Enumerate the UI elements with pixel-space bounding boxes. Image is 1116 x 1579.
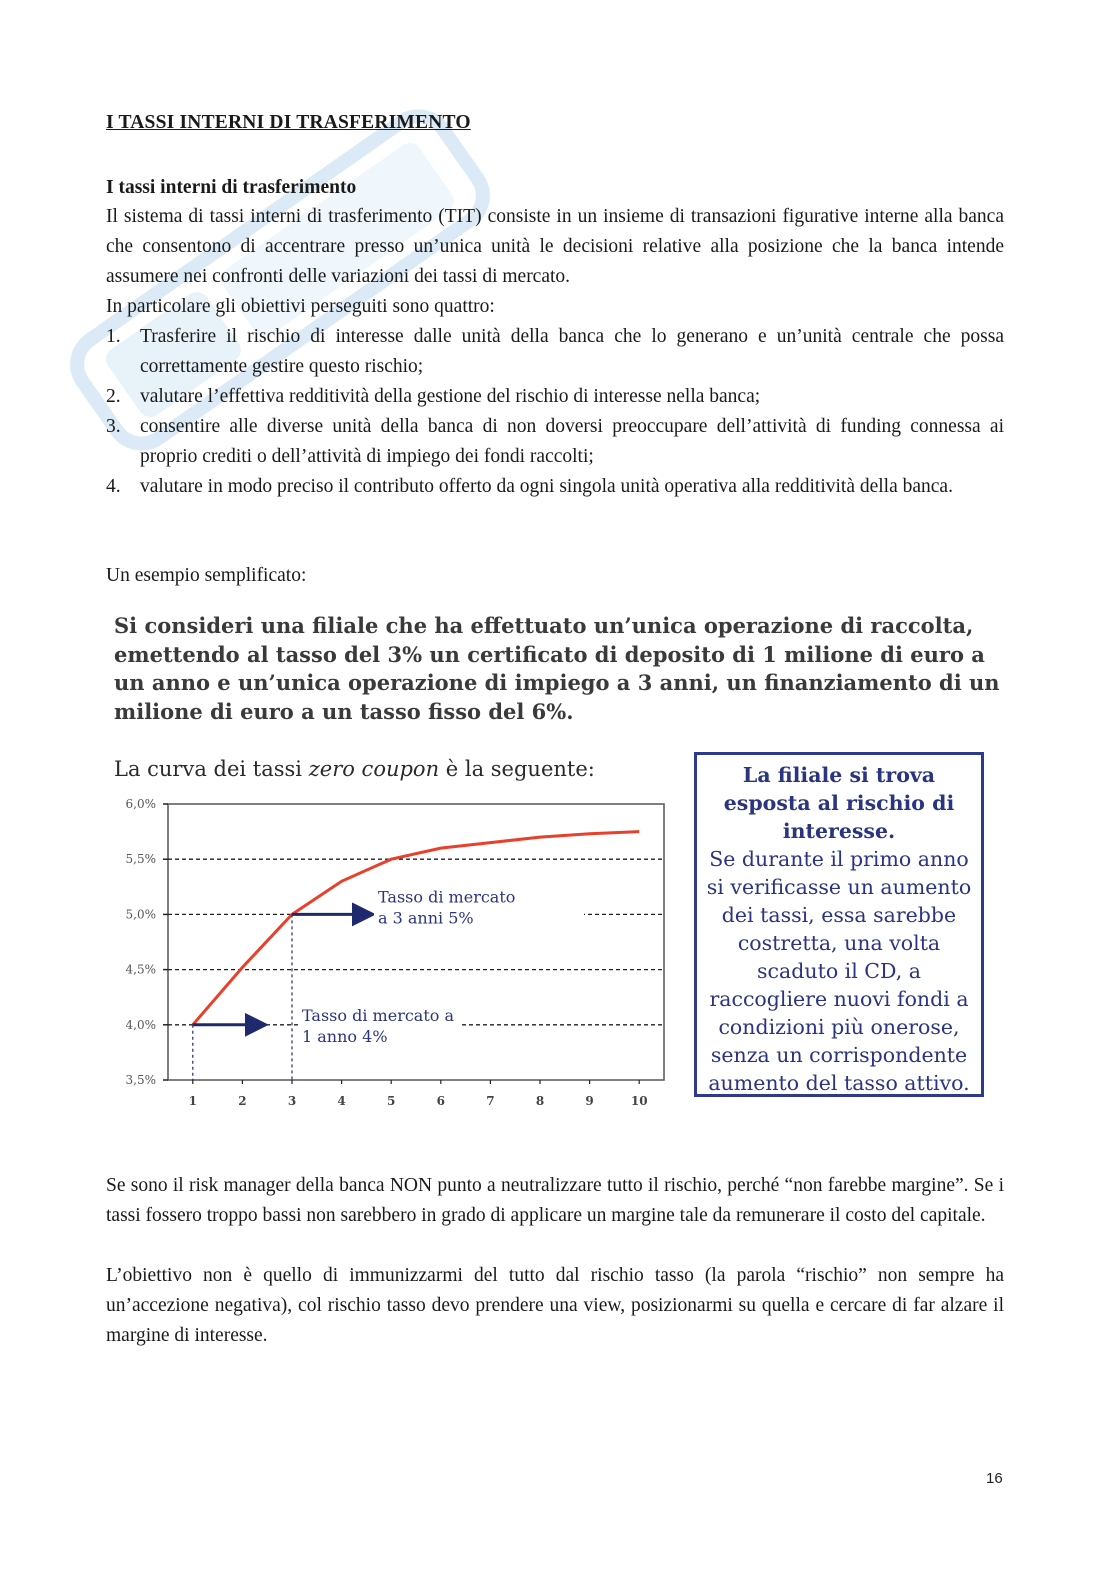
y-tick-label: 5,5% [125,852,156,867]
page-title: I TASSI INTERNI DI TRASFERIMENTO [106,112,471,133]
y-tick-label: 4,5% [125,962,156,977]
list-item: 4. valutare in modo preciso il contributo offerto da ogni singola unità operativa alla redditività della banca. [106,476,953,497]
risk-manager-paragraph: Se sono il risk manager della banca NON punto a neutralizzare tutto il rischio, perché “non farebbe margine”. Se i tassi fossero troppo bassi non sarebbero in grado di applicare un margine tale da remunerare il costo del capitale. [106,1175,1004,1226]
annotation-1-year-line2: 1 anno 4% [302,1026,388,1046]
x-tick-label: 10 [630,1094,648,1108]
x-tick-label: 5 [387,1094,396,1108]
x-tick-label: 9 [585,1094,594,1108]
y-tick-label: 6,0% [125,797,156,811]
chart-title: La curva dei tassi zero coupon è la seguente: [114,757,595,781]
objectives-intro: In particolare gli obiettivi perseguiti sono quattro: [106,296,495,317]
y-tick-label: 4,0% [125,1017,156,1032]
x-tick-label: 3 [287,1094,297,1108]
y-tick-label: 3,5% [125,1073,156,1087]
objectives-list [106,322,1004,502]
x-tick-label: 4 [337,1094,346,1108]
y-tick-label: 5,0% [125,907,156,922]
example-text: Si consideri una filiale che ha effettuato un’unica operazione di raccolta, emettendo al tasso del 3% un certificato di deposito di 1 milione di euro a un anno e un’unica operazione di impiego a 3 anni, un finanziamento di un milione di euro a un tasso fisso del 6%. [114,613,1000,724]
page-number: 16 [986,1470,1003,1487]
list-item: 3. consentire alle diverse unità della banca di non doversi preoccupare dell’attività di funding connessa ai proprio crediti o dell’attività di impiego dei fondi raccolti; [106,416,1004,467]
list-item: 1. Trasferire il rischio di interesse dalle unità della banca che lo generano e un’unità centrale che possa correttamente gestire questo rischio; [106,326,1004,377]
callout-text: Se durante il primo anno si verificasse un aumento dei tassi, essa sarebbe costretta, una volta scaduto il CD, a raccogliere nuovi fondi a condizioni più onerose, senza un corrispondente aumento del tasso attivo. [706,847,972,1095]
x-tick-label: 2 [238,1094,247,1108]
x-tick-label: 8 [535,1094,545,1108]
x-tick-label: 1 [188,1094,197,1108]
objective-paragraph: L’obiettivo non è quello di immunizzarmi del tutto dal rischio tasso (la parola “rischio” non sempre ha un’accezione negativa), col rischio tasso devo prendere una view, posizionarmi su quella e cercare di far alzare il margine di interesse. [106,1265,1004,1346]
annotation-3-year-line1: Tasso di mercato [378,887,516,907]
section-heading: I tassi interni di trasferimento [106,177,357,198]
annotation-1-year-line1: Tasso di mercato a [302,1005,455,1025]
zero-coupon-chart [106,790,676,1120]
x-tick-label: 6 [436,1094,445,1108]
example-intro: Un esempio semplificato: [106,565,307,586]
callout-heading: La filiale si trova esposta al rischio di interesse. [723,763,955,843]
risk-callout-box [694,752,984,1097]
intro-paragraph: Il sistema di tassi interni di trasferimento (TIT) consiste in un insieme di transazioni figurative interne alla banca che consentono di accentrare presso un’unica unità le decisioni relative alla posizione che la banca intende assumere nei confronti delle variazioni dei tassi di mercato. [106,206,1004,287]
list-item: 2. valutare l’effettiva redditività della gestione del rischio di interesse nella banca; [106,386,761,407]
annotation-3-year-line2: a 3 anni 5% [378,908,474,928]
x-tick-label: 7 [486,1094,495,1108]
